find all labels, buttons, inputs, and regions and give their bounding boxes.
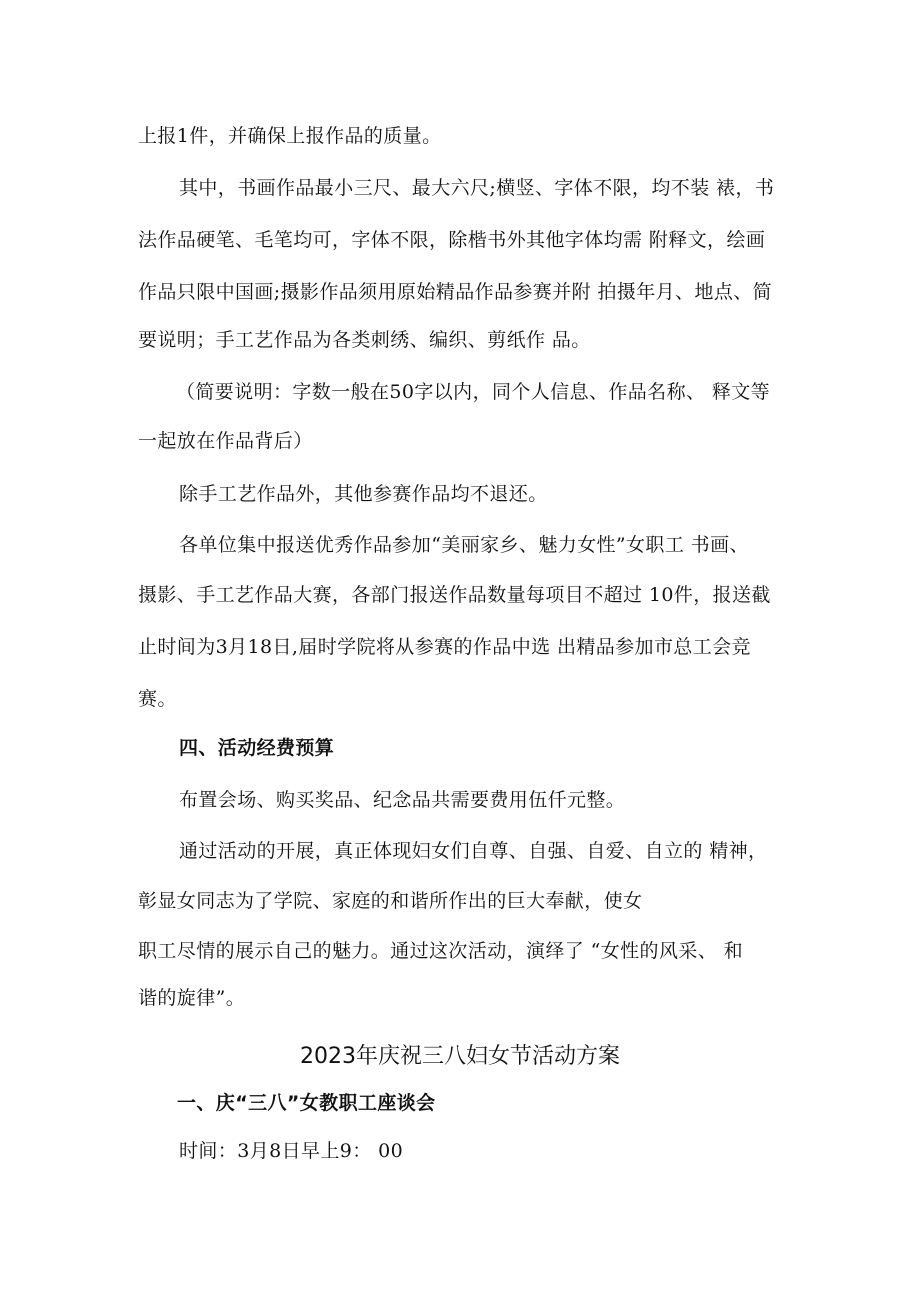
paragraph-line: 上报1件，并确保上报作品的质量。 [138, 125, 442, 147]
paragraph-line: 摄影、手工艺作品大赛，各部门报送作品数量每项目不超过 10件，报送截 [138, 584, 771, 606]
paragraph-line: 其中，书画作品最小三尺、最大六尺;横竖、字体不限，均不装 裱，书 [179, 177, 775, 199]
paragraph-line: 彰显女同志为了学院、家庭的和谐所作出的巨大奉献，使女 [138, 890, 643, 912]
paragraph-line: 一起放在作品背后） [138, 430, 313, 452]
paragraph-line: 通过活动的开展，真正体现妇女们自尊、自强、自爱、自立的 精神， [179, 840, 768, 862]
paragraph-line: 止时间为3月18日,届时学院将从参赛的作品中选 出精品参加市总工会竞 [138, 636, 751, 658]
paragraph-line: 法作品硬笔、毛笔均可，字体不限，除楷书外其他字体均需 附释文，绘画 [138, 229, 766, 251]
paragraph-line: 布置会场、购买奖品、纪念品共需要费用伍仟元整。 [179, 789, 626, 811]
paragraph-line: 各单位集中报送优秀作品参加“美丽家乡、魅力女性”女职工 书画、 [179, 534, 749, 556]
paragraph-line: （简要说明：字数一般在50字以内，同个人信息、作品名称、 释文等 [176, 381, 771, 403]
paragraph-line: 要说明；手工艺作品为各类刺绣、编织、剪纸作 品。 [138, 329, 591, 351]
paragraph-line: 职工尽情的展示自己的魅力。通过这次活动，演绎了 “女性的风采、 和 [138, 940, 743, 962]
paragraph-line: 赛。 [138, 688, 177, 710]
section-heading: 一、庆“三八”女教职工座谈会 [177, 1092, 436, 1114]
paragraph-line: 作品只限中国画;摄影作品须用原始精品作品参赛并附 拍摄年月、地点、简 [138, 281, 773, 303]
paragraph-line: 时间：3月8日早上9： 00 [179, 1140, 404, 1162]
page-title: 2023年庆祝三八妇女节活动方案 [300, 1044, 620, 1069]
paragraph-line: 谐的旋律”。 [138, 987, 246, 1009]
section-heading: 四、活动经费预算 [179, 737, 335, 759]
paragraph-line: 除手工艺作品外，其他参赛作品均不退还。 [179, 483, 548, 505]
